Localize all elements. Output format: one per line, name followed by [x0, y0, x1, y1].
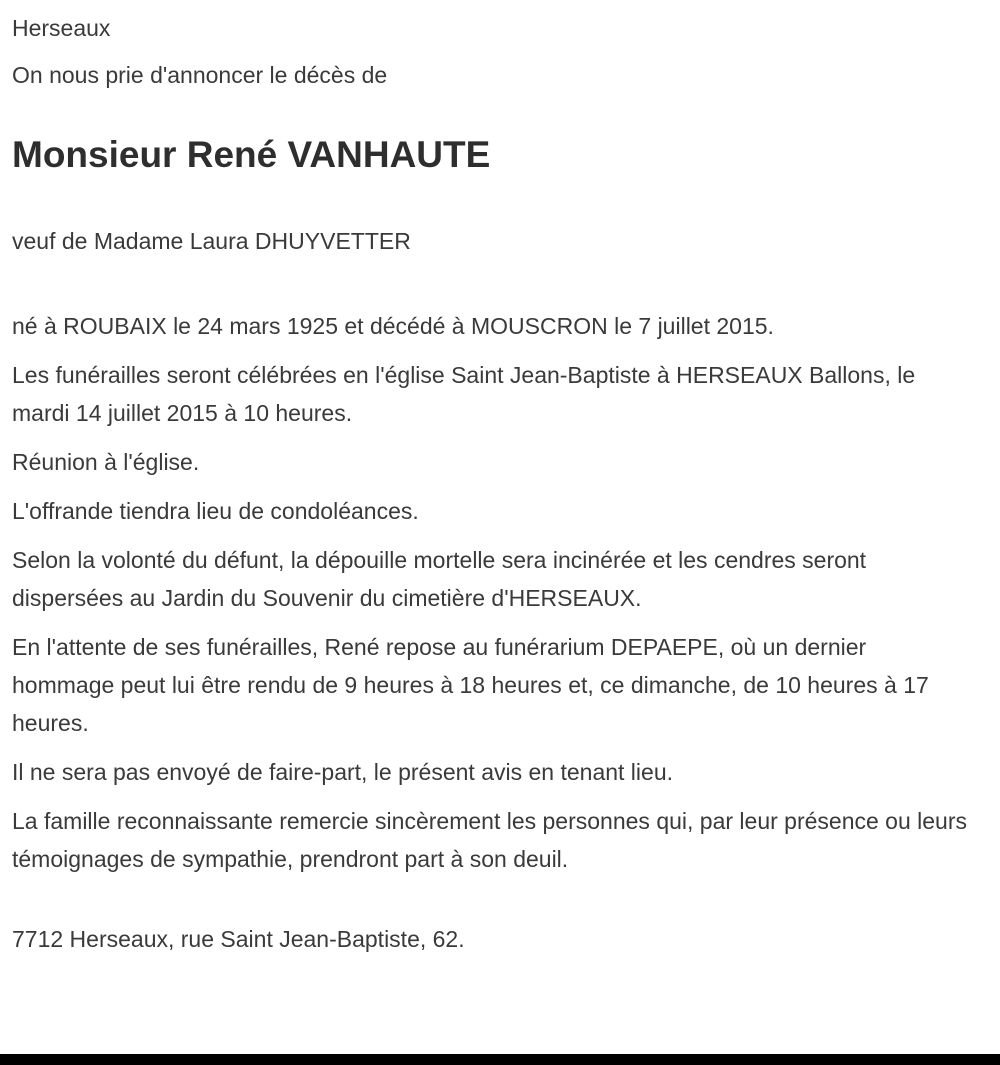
address-line: 7712 Herseaux, rue Saint Jean-Baptiste, 62. — [12, 926, 465, 952]
spouse-line: veuf de Madame Laura DHUYVETTER — [12, 228, 411, 254]
offering-paragraph: L'offrande tiendra lieu de condoléances. — [12, 498, 419, 524]
deceased-name-title: Monsieur René VANHAUTE — [12, 134, 491, 175]
bottom-bar — [0, 1054, 1000, 1065]
meeting-paragraph: Réunion à l'église. — [12, 449, 200, 475]
funeral-service-paragraph: Les funérailles seront célébrées en l'église Saint Jean-Baptiste à HERSEAUX Ballons, le mardi 14 juillet 2015 à 10 heures. — [12, 362, 916, 426]
location-line: Herseaux — [12, 15, 111, 41]
intro-line: On nous prie d'annoncer le décès de — [12, 62, 388, 88]
birth-death-paragraph: né à ROUBAIX le 24 mars 1925 et décédé à MOUSCRON le 7 juillet 2015. — [12, 313, 774, 339]
family-thanks-paragraph: La famille reconnaissante remercie sincèrement les personnes qui, par leur présence ou leurs témoignages de sympathie, prendront part à son deuil. — [12, 808, 967, 872]
cremation-paragraph: Selon la volonté du défunt, la dépouille mortelle sera incinérée et les cendres seront dispersées au Jardin du Souvenir du cimetière d'HERSEAUX. — [12, 547, 867, 611]
no-announcement-paragraph: Il ne sera pas envoyé de faire-part, le présent avis en tenant lieu. — [12, 759, 674, 785]
notice-body — [12, 307, 974, 878]
funerarium-paragraph: En l'attente de ses funérailles, René repose au funérarium DEPAEPE, où un dernier hommage peut lui être rendu de 9 heures à 18 heures et, ce dimanche, de 10 heures à 17 heures. — [12, 634, 929, 736]
